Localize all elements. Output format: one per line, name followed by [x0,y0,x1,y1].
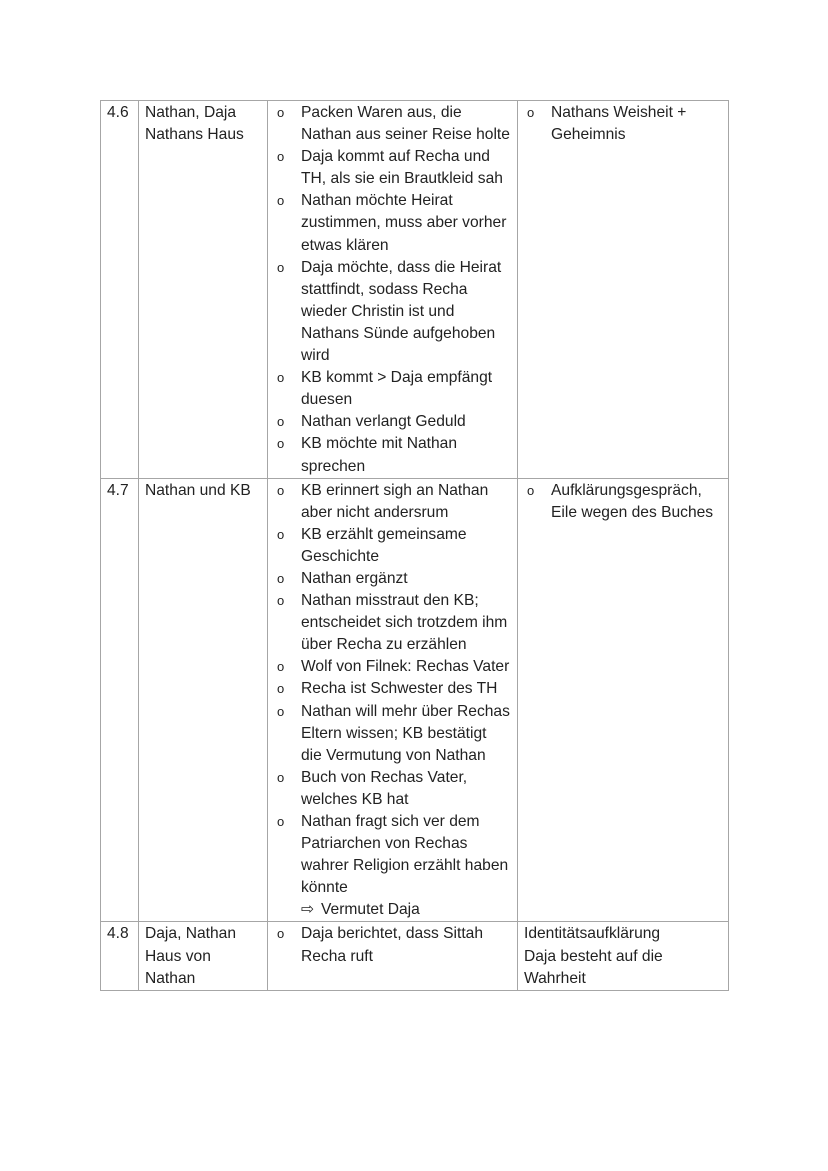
list-item: o Recha ist Schwester des TH [274,678,511,700]
person-line: Daja, Nathan [145,925,237,943]
content-list [274,102,511,478]
table-row [101,101,729,479]
list-item: o Daja berichtet, dass Sittah Recha ruft [274,923,511,967]
theme-item: o Nathans Weisheit + Geheimnis [524,102,722,146]
scene-number: 4.8 [101,922,139,990]
arrow-right-icon: ⇨ [301,901,315,919]
content-list [274,480,511,900]
content-cell [268,922,518,990]
person-line: Nathans Haus [145,126,244,144]
list-item: o Daja kommt auf Recha und TH, als sie ein Brautkleid sah [274,146,511,190]
list-item: o KB möchte mit Nathan sprechen [274,433,511,477]
theme-cell [518,478,729,922]
theme-line: Identitätsaufklärung [524,925,661,943]
table-row [101,922,729,990]
content-cell [268,478,518,922]
table-row [101,478,729,922]
content-cell [268,101,518,479]
theme-item: o Aufklärungsgespräch, Eile wegen des Buches [524,480,722,524]
list-item: o KB erinnert sigh an Nathan aber nicht andersrum [274,480,511,524]
persons-cell [139,922,268,990]
theme-list [524,102,722,146]
person-line: Haus von Nathan [145,947,211,987]
theme-line: Daja besteht auf die Wahrheit [524,947,663,987]
theme-cell [518,101,729,479]
theme-list [524,480,722,524]
content-list [274,923,511,967]
list-item: o Nathan misstraut den KB; entscheidet sich trotzdem ihm über Recha zu erzählen [274,590,511,656]
list-item: o Nathan möchte Heirat zustimmen, muss aber vorher etwas klären [274,190,511,256]
list-item: o Daja möchte, dass die Heirat stattfindt, sodass Recha wieder Christin ist und Nathans Sünde aufgehoben wird [274,257,511,367]
list-item: o Nathan fragt sich ver dem Patriarchen von Rechas wahrer Religion erzählt haben könnte [274,811,511,899]
scene-number: 4.7 [101,478,139,922]
persons-cell [139,478,268,922]
list-item: o Nathan verlangt Geduld [274,411,511,433]
list-item: o Buch von Rechas Vater, welches KB hat [274,767,511,811]
arrow-note-text: Vermutet Daja [321,901,420,919]
list-item: o Wolf von Filnek: Rechas Vater [274,656,511,678]
list-item: o KB erzählt gemeinsame Geschichte [274,524,511,568]
scene-table [100,100,729,991]
person-line: Nathan und KB [145,481,251,499]
list-item: o Nathan ergänzt [274,568,511,590]
persons-cell [139,101,268,479]
person-line: Nathan, Daja [145,104,237,121]
scene-number: 4.6 [101,101,139,479]
list-item: o Packen Waren aus, die Nathan aus seiner Reise holte [274,102,511,146]
theme-cell [518,922,729,990]
list-item: o KB kommt > Daja empfängt duesen [274,367,511,411]
arrow-note [274,899,511,921]
list-item: o Nathan will mehr über Rechas Eltern wissen; KB bestätigt die Vermutung von Nathan [274,701,511,767]
